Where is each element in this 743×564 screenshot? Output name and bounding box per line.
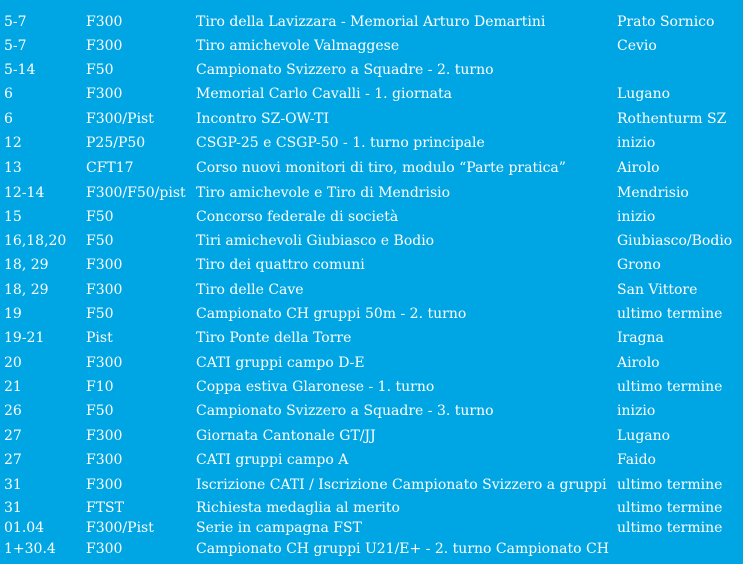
- event-cell: Incontro SZ-OW-TI: [196, 111, 330, 127]
- table-row: [0, 60, 743, 84]
- discipline-cell: F300: [86, 428, 123, 444]
- discipline-cell: F50: [86, 306, 114, 322]
- event-cell: Richiesta medaglia al merito: [196, 500, 400, 516]
- table-row: [0, 426, 743, 450]
- discipline-cell: P25/P50: [86, 135, 146, 151]
- place-cell: Lugano: [617, 428, 671, 444]
- event-cell: Serie in campagna FST: [196, 520, 362, 536]
- place-cell: inizio: [617, 135, 656, 151]
- table-row: [0, 353, 743, 377]
- event-cell: Concorso federale di società: [196, 209, 399, 225]
- date-cell: 19-21: [4, 330, 45, 346]
- date-cell: 27: [4, 452, 22, 468]
- place-cell: ultimo termine: [617, 500, 723, 516]
- event-cell: Tiro Ponte della Torre: [196, 330, 352, 346]
- place-cell: Lugano: [617, 86, 671, 102]
- event-cell: Tiro dei quattro comuni: [196, 257, 365, 273]
- discipline-cell: F300: [86, 355, 123, 371]
- table-row: [0, 328, 743, 352]
- place-cell: Airolo: [617, 160, 660, 176]
- date-cell: 6: [4, 111, 13, 127]
- event-cell: Coppa estiva Glaronese - 1. turno: [196, 379, 435, 395]
- event-cell: Campionato CH gruppi U21/E+ - 2. turno Campionato CH: [196, 541, 609, 557]
- discipline-cell: FTST: [86, 500, 124, 516]
- event-cell: Memorial Carlo Cavalli - 1. giornata: [196, 86, 452, 102]
- date-cell: 5-14: [4, 62, 36, 78]
- discipline-cell: F10: [86, 379, 114, 395]
- table-row: [0, 84, 743, 108]
- place-cell: Faido: [617, 452, 656, 468]
- table-row: [0, 475, 743, 499]
- place-cell: ultimo termine: [617, 379, 723, 395]
- date-cell: 16,18,20: [4, 233, 67, 249]
- discipline-cell: F300: [86, 282, 123, 298]
- date-cell: 1+30.4: [4, 541, 56, 557]
- discipline-cell: F50: [86, 209, 114, 225]
- event-cell: Corso nuovi monitori di tiro, modulo “Parte pratica”: [196, 160, 566, 176]
- discipline-cell: F50: [86, 403, 114, 419]
- date-cell: 21: [4, 379, 22, 395]
- place-cell: inizio: [617, 403, 656, 419]
- event-cell: Campionato CH gruppi 50m - 2. turno: [196, 306, 467, 322]
- table-row: [0, 231, 743, 255]
- event-cell: Tiro della Lavizzara - Memorial Arturo Demartini: [196, 14, 546, 30]
- table-row: [0, 133, 743, 157]
- date-cell: 5-7: [4, 38, 27, 54]
- date-cell: 6: [4, 86, 13, 102]
- place-cell: ultimo termine: [617, 477, 723, 493]
- table-row: [0, 450, 743, 474]
- date-cell: 01.04: [4, 520, 45, 536]
- discipline-cell: F300/F50/pist: [86, 185, 186, 201]
- discipline-cell: F300: [86, 14, 123, 30]
- date-cell: 26: [4, 403, 22, 419]
- table-row: [0, 304, 743, 328]
- date-cell: 27: [4, 428, 22, 444]
- table-row: [0, 109, 743, 133]
- event-cell: Campionato Svizzero a Squadre - 2. turno: [196, 62, 494, 78]
- event-cell: CSGP-25 e CSGP-50 - 1. turno principale: [196, 135, 485, 151]
- date-cell: 31: [4, 500, 22, 516]
- event-cell: Iscrizione CATI / Iscrizione Campionato Svizzero a gruppi: [196, 477, 607, 493]
- place-cell: Rothenturm SZ: [617, 111, 727, 127]
- table-row: [0, 280, 743, 304]
- event-cell: Campionato Svizzero a Squadre - 3. turno: [196, 403, 494, 419]
- place-cell: Cevio: [617, 38, 657, 54]
- event-cell: CATI gruppi campo A: [196, 452, 349, 468]
- table-row: [0, 12, 743, 36]
- discipline-cell: F300: [86, 541, 123, 557]
- table-row: [0, 401, 743, 425]
- date-cell: 18, 29: [4, 257, 49, 273]
- place-cell: Airolo: [617, 355, 660, 371]
- table-row: [0, 36, 743, 60]
- discipline-cell: F50: [86, 233, 114, 249]
- event-cell: Tiro amichevole Valmaggese: [196, 38, 400, 54]
- date-cell: 12-14: [4, 185, 45, 201]
- place-cell: Iragna: [617, 330, 664, 346]
- table-row: [0, 207, 743, 231]
- event-cell: Tiri amichevoli Giubiasco e Bodio: [196, 233, 435, 249]
- table-row: [0, 158, 743, 182]
- event-cell: Tiro delle Cave: [196, 282, 304, 298]
- date-cell: 5-7: [4, 14, 27, 30]
- discipline-cell: F300: [86, 38, 123, 54]
- date-cell: 15: [4, 209, 22, 225]
- discipline-cell: F300: [86, 86, 123, 102]
- discipline-cell: F300: [86, 477, 123, 493]
- date-cell: 18, 29: [4, 282, 49, 298]
- discipline-cell: F300/Pist: [86, 520, 154, 536]
- date-cell: 20: [4, 355, 22, 371]
- table-row: [0, 539, 743, 563]
- place-cell: San Vittore: [617, 282, 698, 298]
- date-cell: 31: [4, 477, 22, 493]
- place-cell: ultimo termine: [617, 306, 723, 322]
- place-cell: Giubiasco/Bodio: [617, 233, 733, 249]
- event-cell: Tiro amichevole e Tiro di Mendrisio: [196, 185, 451, 201]
- table-row: [0, 255, 743, 279]
- place-cell: ultimo termine: [617, 520, 723, 536]
- discipline-cell: F300/Pist: [86, 111, 154, 127]
- discipline-cell: Pist: [86, 330, 113, 346]
- date-cell: 12: [4, 135, 22, 151]
- event-cell: Giornata Cantonale GT/JJ: [196, 428, 376, 444]
- table-row: [0, 183, 743, 207]
- discipline-cell: F300: [86, 257, 123, 273]
- place-cell: Mendrisio: [617, 185, 689, 201]
- place-cell: inizio: [617, 209, 656, 225]
- discipline-cell: F300: [86, 452, 123, 468]
- table-row: [0, 377, 743, 401]
- discipline-cell: CFT17: [86, 160, 134, 176]
- event-cell: CATI gruppi campo D-E: [196, 355, 365, 371]
- date-cell: 13: [4, 160, 22, 176]
- place-cell: Prato Sornico: [617, 14, 715, 30]
- date-cell: 19: [4, 306, 22, 322]
- place-cell: Grono: [617, 257, 661, 273]
- discipline-cell: F50: [86, 62, 114, 78]
